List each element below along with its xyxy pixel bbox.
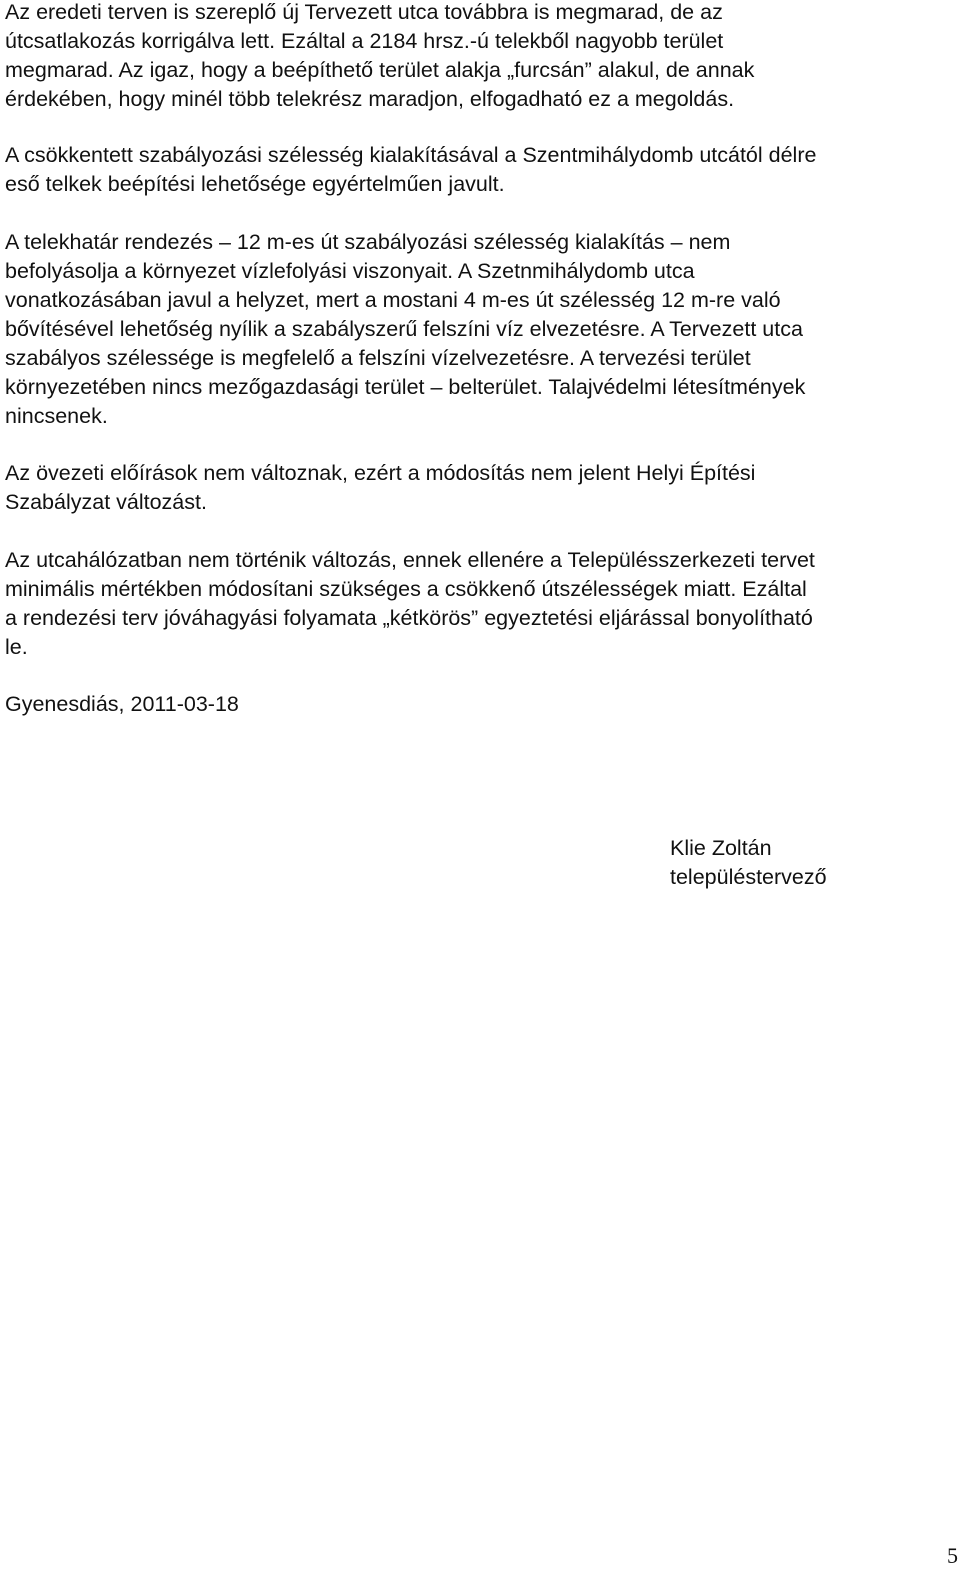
signature-block bbox=[670, 834, 950, 892]
paragraph-street-connection: Az eredeti terven is szereplő új Tervezett utca továbbra is megmarad, de az útcsatlakozás korrigálva lett. Ezáltal a 2184 hrsz.-ú telekből nagyobb terület megmarad. Az igaz, hogy a beépíthető terület alakja „furcsán” alakul, de annak érdekében, hogy minél több telekrész maradjon, elfogadható ez a megoldás. bbox=[5, 0, 755, 111]
paragraph-regulation-width: A csökkentett szabályozási szélesség kialakításával a Szentmihálydomb utcától délre eső telkek beépítési lehetősége egyértelműen javult. bbox=[5, 143, 817, 196]
signatory-name: Klie Zoltán bbox=[670, 836, 772, 860]
page-number: 5 bbox=[947, 1543, 958, 1568]
paragraph-zoning-rules: Az övezeti előírások nem változnak, ezért a módosítás nem jelent Helyi Építési Szabályzat változást. bbox=[5, 461, 756, 514]
paragraph-water-drainage: A telekhatár rendezés – 12 m-es út szabályozási szélesség kialakítás – nem befolyásolja a környezet vízlefolyási viszonyait. A Szetnmihálydomb utca vonatkozásában javul a helyzet, mert a mostani 4 m-es út szélesség 12 m-re való bővítésével lehetőség nyílik a szabályszerű felszíni víz elvezetésre. A Tervezett utca szabályos szélessége is megfelelő a felszíni vízelvezetésre. A tervezési terület környezetében nincs mezőgazdasági terület – belterület. Talajvédelmi létesítmények nincsenek. bbox=[5, 230, 806, 428]
signatory-title: településtervező bbox=[670, 865, 827, 889]
paragraph-street-network: Az utcahálózatban nem történik változás, ennek ellenére a Településszerkezeti tervet minimális mértékben módosítani szükséges a csökkenő útszélességek miatt. Ezáltal a rendezési terv jóváhagyási folyamata „kétkörös” egyeztetési eljárással bonyolítható le. bbox=[5, 548, 815, 659]
place-and-date: Gyenesdiás, 2011-03-18 bbox=[5, 692, 239, 716]
